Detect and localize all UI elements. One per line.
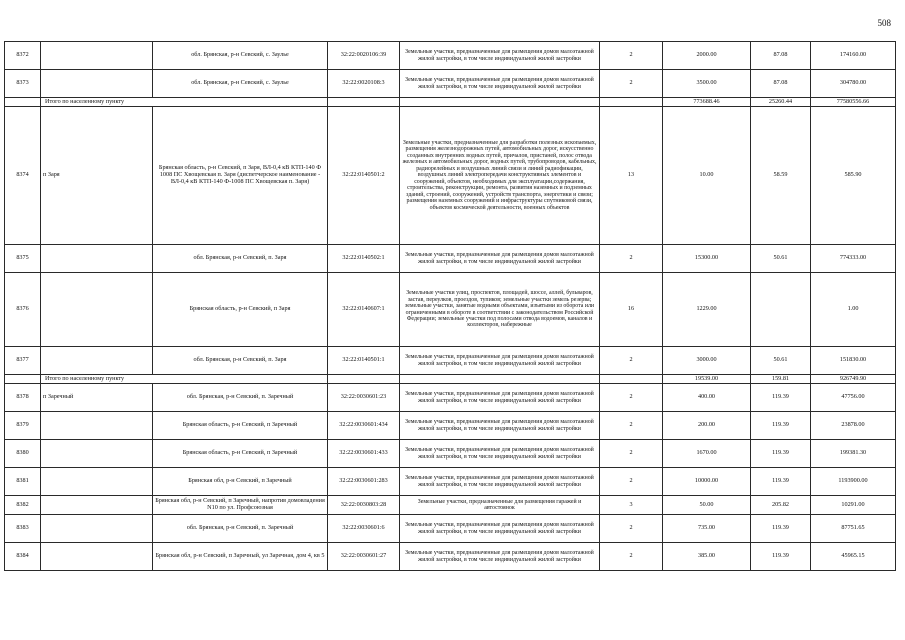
table-row: [5, 42, 896, 70]
value-cell: 47756.00: [811, 384, 896, 412]
address-cell: обл. Брянская, р-н Севский, п. Заря: [153, 347, 328, 375]
row-number: 8383: [5, 515, 41, 543]
purpose-cell: Земельные участки, предназначенные для размещения домов малоэтажной жилой застройки, в том числе индивидуальной жилой застройки: [400, 42, 600, 70]
group-cell: 2: [600, 347, 663, 375]
table-row: [5, 496, 896, 515]
village-cell: [41, 42, 153, 70]
village-cell: [41, 468, 153, 496]
cadastral-number-cell: 32:22:0140501:1: [328, 347, 400, 375]
area-cell: 10000.00: [663, 468, 751, 496]
row-number: 8372: [5, 42, 41, 70]
rate-cell: 119.39: [751, 384, 811, 412]
village-cell: [41, 70, 153, 98]
cadastral-number-cell: 32:22:0020106:39: [328, 42, 400, 70]
group-cell: 2: [600, 384, 663, 412]
purpose-cell: Земельные участки, предназначенные для размещения домов малоэтажной жилой застройки, в том числе индивидуальной жилой застройки: [400, 543, 600, 571]
row-number: 8379: [5, 412, 41, 440]
purpose-cell: Земельные участки улиц, проспектов, площадей, шоссе, аллей, бульваров, застав, переулков, проездов, тупиков; земельные участки земель резерва; земельные участки, занятые водными объектами, изъятыми из оборота или ограниченными в обороте в соответствии с законодательством Российской Федерации; земельные участки под полосами отвода водоемов, каналов и коллекторов, набережные: [400, 273, 600, 347]
row-number: 8381: [5, 468, 41, 496]
group-cell: 2: [600, 42, 663, 70]
table-row: [5, 515, 896, 543]
village-cell: п Заречный: [41, 384, 153, 412]
address-cell: Брянская область, р-н Севский, п Заря: [153, 273, 328, 347]
row-number: 8384: [5, 543, 41, 571]
area-cell: 3500.00: [663, 70, 751, 98]
area-cell: 1229.00: [663, 273, 751, 347]
table-row: [5, 543, 896, 571]
cadastral-number-cell: 32:22:0140502:1: [328, 245, 400, 273]
row-number: 8376: [5, 273, 41, 347]
subtotal-row: [5, 98, 896, 107]
cadastral-number-cell: 32:22:0030601:6: [328, 515, 400, 543]
purpose-cell: Земельные участки, предназначенные для размещения домов малоэтажной жилой застройки, в том числе индивидуальной жилой застройки: [400, 245, 600, 273]
purpose-cell: Земельные участки, предназначенные для размещения домов малоэтажной жилой застройки, в том числе индивидуальной жилой застройки: [400, 468, 600, 496]
address-cell: обл. Брянская, р-н Севский, п. Заречный: [153, 384, 328, 412]
area-cell: 3000.00: [663, 347, 751, 375]
address-cell: обл. Брянская, р-н Севский, с. Заулье: [153, 42, 328, 70]
village-cell: [41, 273, 153, 347]
address-cell: Брянская область, р-н Севский, п Заря, ВЛ-0,4 кВ КТП-140 Ф 1008 ПС Хвощевская п. Заря (диспетчерское наименование - ВЛ-0,4 кВ КТП-140 Ф-1008 ПС Хвощевская п. Заря): [153, 107, 328, 245]
subtotal-label: Итого по населенному пункту: [41, 98, 328, 107]
cadastral-number-cell: 32:22:0140501:2: [328, 107, 400, 245]
rate-total: 159.81: [751, 375, 811, 384]
village-cell: [41, 347, 153, 375]
group-cell: 2: [600, 440, 663, 468]
rate-cell: 119.39: [751, 412, 811, 440]
table-row: [5, 107, 896, 245]
purpose-cell: Земельные участки, предназначенные для размещения домов малоэтажной жилой застройки, в том числе индивидуальной жилой застройки: [400, 412, 600, 440]
rate-cell: 50.61: [751, 245, 811, 273]
table-row: [5, 412, 896, 440]
value-total: 77580556.66: [811, 98, 896, 107]
address-cell: обл. Брянская, р-н Севский, с. Заулье: [153, 70, 328, 98]
cadastral-number-cell: 32:22:0020108:3: [328, 70, 400, 98]
cadastral-number-cell: 32:22:0030601:27: [328, 543, 400, 571]
purpose-cell: Земельные участки, предназначенные для размещения домов малоэтажной жилой застройки, в том числе индивидуальной жилой застройки: [400, 440, 600, 468]
purpose-cell: Земельные участки, предназначенные для размещения гаражей и автостоянок: [400, 496, 600, 515]
address-cell: Брянская область, р-н Севский, п Заречный: [153, 440, 328, 468]
rate-cell: 119.39: [751, 515, 811, 543]
village-cell: [41, 496, 153, 515]
group-cell: 2: [600, 245, 663, 273]
value-cell: 304780.00: [811, 70, 896, 98]
group-cell: 2: [600, 468, 663, 496]
group-cell: 16: [600, 273, 663, 347]
area-cell: 10.00: [663, 107, 751, 245]
address-cell: Брянская обл, р-н Севский, п Заречный, напротив домовладения N10 по ул. Профсоюзная: [153, 496, 328, 515]
area-cell: 15300.00: [663, 245, 751, 273]
address-cell: Брянская область, р-н Севский, п Заречный: [153, 412, 328, 440]
area-cell: 735.00: [663, 515, 751, 543]
table-row: [5, 70, 896, 98]
value-cell: 774333.00: [811, 245, 896, 273]
rate-cell: 58.59: [751, 107, 811, 245]
group-cell: 2: [600, 543, 663, 571]
value-cell: 174160.00: [811, 42, 896, 70]
subtotal-row: [5, 375, 896, 384]
address-cell: Брянская обл, р-н Севский, п Заречный, ул Заречная, дом 4, кв 5: [153, 543, 328, 571]
area-cell: 50.00: [663, 496, 751, 515]
rate-cell: 87.08: [751, 70, 811, 98]
value-cell: 1193900.00: [811, 468, 896, 496]
row-number: 8374: [5, 107, 41, 245]
village-cell: [41, 412, 153, 440]
value-cell: 199381.30: [811, 440, 896, 468]
group-cell: 2: [600, 412, 663, 440]
village-cell: [41, 515, 153, 543]
rate-cell: 87.08: [751, 42, 811, 70]
purpose-cell: Земельные участки, предназначенные для размещения домов малоэтажной жилой застройки, в том числе индивидуальной жилой застройки: [400, 384, 600, 412]
value-cell: 585.90: [811, 107, 896, 245]
value-cell: 87751.65: [811, 515, 896, 543]
page-number: 508: [877, 18, 891, 28]
cadastral-number-cell: 32:22:0030601:434: [328, 412, 400, 440]
address-cell: Брянская обл, р-н Севский, п Заречный: [153, 468, 328, 496]
area-total: 773688.46: [663, 98, 751, 107]
table-row: [5, 384, 896, 412]
purpose-cell: Земельные участки, предназначенные для размещения домов малоэтажной жилой застройки, в том числе индивидуальной жилой застройки: [400, 70, 600, 98]
cadastral-number-cell: 32:22:0140607:1: [328, 273, 400, 347]
table-row: [5, 273, 896, 347]
purpose-cell: Земельные участки, предназначенные для разработки полезных ископаемых, размещения железнодорожных путей, автомобильных дорог, искусственно созданных внутренних водных путей, причалов, пристаней, полос отвода железных и автомобильных дорог, водных путей, трубопроводов, кабельных, радиорелейных и воздушных линий связи и линий радиофикации, воздушных линий электропередачи конструктивных элементов и сооружений, объектов, необходимых для эксплуатации,содержания, строительства, реконструкции, ремонта, развития наземных и подземных зданий, строений, сооружений, устройств транспорта, энергетики и связи; размещения наземных сооружений и инфраструктуры спутниковой связи, объектов космической деятельности, военных объектов: [400, 107, 600, 245]
area-total: 19539.00: [663, 375, 751, 384]
area-cell: 385.00: [663, 543, 751, 571]
rate-cell: 50.61: [751, 347, 811, 375]
cadastral-number-cell: 32:22:0030601:23: [328, 384, 400, 412]
village-cell: [41, 440, 153, 468]
cadastral-number-cell: 32:22:0030601:433: [328, 440, 400, 468]
purpose-cell: Земельные участки, предназначенные для размещения домов малоэтажной жилой застройки, в том числе индивидуальной жилой застройки: [400, 515, 600, 543]
cadastral-number-cell: 32:22:0030803:28: [328, 496, 400, 515]
group-cell: 3: [600, 496, 663, 515]
table-row: [5, 347, 896, 375]
table-row: [5, 245, 896, 273]
village-cell: п Заря: [41, 107, 153, 245]
row-number: 8380: [5, 440, 41, 468]
table-row: [5, 468, 896, 496]
group-cell: 13: [600, 107, 663, 245]
subtotal-label: Итого по населенному пункту: [41, 375, 328, 384]
area-cell: 2000.00: [663, 42, 751, 70]
group-cell: 2: [600, 70, 663, 98]
rate-cell: 119.39: [751, 468, 811, 496]
area-cell: 200.00: [663, 412, 751, 440]
value-cell: 10291.00: [811, 496, 896, 515]
row-number: 8375: [5, 245, 41, 273]
area-cell: 400.00: [663, 384, 751, 412]
cadastral-value-table: [4, 41, 896, 571]
value-cell: 1.00: [811, 273, 896, 347]
value-cell: 23878.00: [811, 412, 896, 440]
row-number: 8382: [5, 496, 41, 515]
cadastral-number-cell: 32:22:0030601:283: [328, 468, 400, 496]
row-number: 8377: [5, 347, 41, 375]
value-total: 926749.90: [811, 375, 896, 384]
area-cell: 1670.00: [663, 440, 751, 468]
village-cell: [41, 245, 153, 273]
rate-cell: 119.39: [751, 543, 811, 571]
rate-cell: [751, 273, 811, 347]
village-cell: [41, 543, 153, 571]
value-cell: 45965.15: [811, 543, 896, 571]
value-cell: 151830.00: [811, 347, 896, 375]
row-number: 8373: [5, 70, 41, 98]
address-cell: обл. Брянская, р-н Севский, п. Заречный: [153, 515, 328, 543]
group-cell: 2: [600, 515, 663, 543]
row-number: 8378: [5, 384, 41, 412]
purpose-cell: Земельные участки, предназначенные для размещения домов малоэтажной жилой застройки, в том числе индивидуальной жилой застройки: [400, 347, 600, 375]
table-row: [5, 440, 896, 468]
rate-total: 25260.44: [751, 98, 811, 107]
rate-cell: 205.82: [751, 496, 811, 515]
rate-cell: 119.39: [751, 440, 811, 468]
address-cell: обл. Брянская, р-н Севский, п. Заря: [153, 245, 328, 273]
